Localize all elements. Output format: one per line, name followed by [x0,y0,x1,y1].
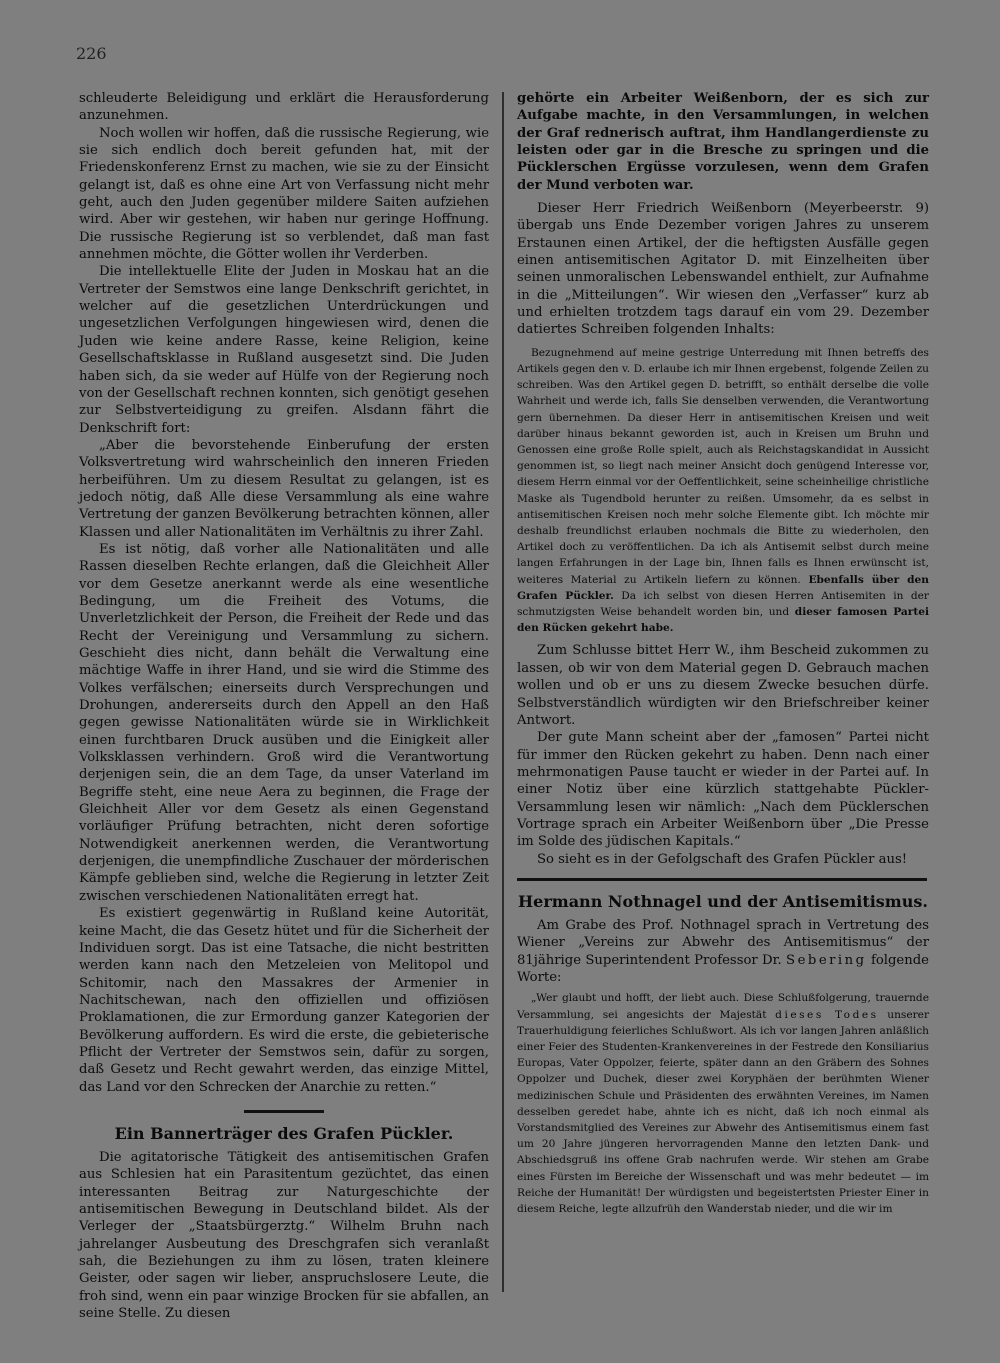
right-article-body-2 [517,642,929,867]
page-number: 226 [76,44,107,63]
quote-paragraph: Es ist nötig, daß vorher alle Nationalitäten und alle Rassen dieselben Rechte erlangen, daß die Gleichheit Aller vor dem Gesetze anerkannt werde als eine wesentliche Bedingung, um die Freiheit des Votums, die Unverletzlichkeit der Person, die Freiheit der Rede und das Recht der Vereinigung und Versammlung zu sichern. Geschieht dies nicht, dann behält die Verwaltung eine mächtige Waffe in ihrer Hand, und sie wird die Stimme des Volkes verfälschen; einerseits durch Versprechungen und Drohungen, andererseits durch den Appell an den Haß gegen gewisse Nationalitäten würde sie in Wirklichkeit einen furchtbaren Druck ausüben und die Einigkeit aller Volksklassen verhindern. Groß wird die Verantwortung derjenigen sein, die an dem Tage, da unser Vaterland im Begriffe steht, eine neue Aera zu beginnen, die Frage der Gleichheit Aller vor dem Gesetz als einen Gegenstand vorläufiger Prüfung betrachten, nicht deren sofortige Notwendigkeit anerkennen werden, die Verantwortung derjenigen, die unempfindliche Zuschauer der mörderischen Kämpfe geblieben sind, welche die Regierung in letzter Zeit zwischen verschiedenen Nationalitäten erregt hat. [79,541,489,904]
quote-paragraph: Es existiert gegenwärtig in Rußland keine Autorität, keine Macht, die das Gesetz hütet und für die Sicherheit der Individuen sorgt. Das ist eine Tatsache, die nicht bestritten werden kann nach den Metzeleien von Melitopol und Schitomir, nach den Massakres der Armenier in Nachitschewan, nach den offiziellen und offiziösen Proklamationen, die zur Ermordung ganzer Kategorien der Bevölkerung auffordern. Es wird die erste, die gebieterische Pflicht der Vertreter der Semstwos sein, dafür zu sorgen, daß Gesetz und Recht gewahrt werden, das einzige Mittel, das Land vor den Schrecken der Anarchie zu retten.“ [79,906,489,1095]
paragraph: Die intellektuelle Elite der Juden in Moskau hat an die Vertreter der Semstwos eine lange Denkschrift gerichtet, in welcher auf die gesetzlichen Unterdrückungen und ungesetzlichen Verfolgungen hingewiesen wird, denen die Juden wie keine andere Rasse, keine Religion, keine Gesellschaftsklasse in Rußland ausgesetzt sind. Die Juden haben sich, da sie weder auf Hülfe von der Regierung noch von der Gesellschaft rechnen konnten, sich genötigt gesehen zur Selbstverteidigung zu greifen. Alsdann fährt die Denkschrift fort: [79,264,489,436]
letter-rest: Da ich selbst von diesen Herren Antisemiten in der schmutzigsten Weise behandelt worden bin, und [517,589,929,619]
paragraph: Der gute Mann scheint aber der „famosen“ Partei nicht für immer den Rücken gekehrt zu haben. Denn nach einer mehrmonatigen Pause taucht er wieder in der Partei auf. In einer Notiz über eine kürzlich stattgehabte Pückler-Versammlung lesen wir nämlich: „Nach dem Pücklerschen Vortrage sprach ein Arbeiter Weißenborn über „Die Presse im Solde des jüdischen Kapitals.“ [517,730,929,850]
letter-bold: Ebenfalls über den Grafen Pückler. [517,573,929,602]
letter-bold: dieser famosen Partei den Rücken gekehrt habe. [517,606,929,635]
paragraph: Dieser Herr Friedrich Weißenborn (Meyerbeerstr. 9) übergab uns Ende Dezember vorigen Jahres zu unserem Erstaunen einen Artikel, der die heftigsten Ausfälle gegen einen antisemitischen Agitator D. mit Einzelheiten über seinen unmoralischen Lebenswandel enthielt, zur Aufnahme in die „Mitteilungen“. Wir wiesen den „Verfasser“ kurz ab und erhielten trotzdem tags darauf ein vom 29. Dezember datiertes Schreiben folgenden Inhalts: [517,201,929,338]
speech-spaced: dieses Todes [775,1008,879,1021]
letter-text [517,345,929,637]
article-heading: Ein Bannerträger des Grafen Pückler. [114,1123,454,1143]
quoted-letter [517,345,929,637]
left-article-body [79,90,489,1096]
right-article-body [517,90,929,339]
speech-part: unserer Trauerhuldigung feierliches Schlußwort. Als ich vor langen Jahren anläßlich einer Feier des Studenten-Krankenvereines in der Festrede den Konsiliarius Europas, Vater Oppolzer, feierte, später dann an den Gräbern des Sohnes Oppolzer und Duchek, dieser zwei Koryphäen der berühmten Wiener medizinischen Schule und Präsidenten des erwähnten Vereines, im Namen desselben geredet habe, ahnte ich es nicht, daß ich noch einmal als Vorstandsmitglied des Vereines zur Abwehr des Antisemitismus einem fast um 20 Jahre jüngeren hervorragenden Manne den letzten Dank- und Abschiedsgruß ins offene Grab nachrufen werde. Wir stehen am Grabe eines Fürsten im Bereiche der Wissenschaft und was mehr bedeutet — im Reiche der Humanität! Der würdigsten und begeistertsten Priester Einer in diesem Reiche, legte allzufrüh den Wanderstab nieder, und die wir im [517,1008,930,1215]
letter-main: Bezugnehmend auf meine gestrige Unterredung mit Ihnen betreffs des Artikels gegen den v. D. erlaube ich mir Ihnen ergebenst, folgende Zeilen zu schreiben. Was den Artikel gegen D. betrifft, so enthält derselbe die volle Wahrheit und werde ich, falls Sie denselben verwenden, die Verantwortung gern übernehmen. Da dieser Herr in antisemitischen Kreisen und weit darüber hinaus bekannt geworden ist, auch in Kreisen um Bruhn und Genossen eine große Rolle spielt, auch als Reichstagskandidat in Aussicht genommen ist, so liegt nach meiner Ansicht doch genügend Interesse vor, diesem Herrn einmal vor der Oeffentlichkeit, seine scheinheilige christliche Maske als Tugendbold herunter zu reißen. Umsomehr, da es selbst in antisemitischen Kreisen noch mehr solche Elemente gibt. Ich möchte mir deshalb freundlichst erlauben nochmals die Bitte zu wiederholen, den Artikel doch zu veröffentlichen. Da ich als Antisemit selbst durch meine langen Erfahrungen in der Lage bin, Ihnen falls es Ihnen erwünscht ist, weiteres Material zu Artikeln liefern zu können. [517,346,929,586]
paragraph: Noch wollen wir hoffen, daß die russische Regierung, wie sie sich endlich doch bereit gefunden hat, mit der Friedenskonferenz Ernst zu machen, wie sie zu der Einsicht gelangt ist, daß es ohne eine Art von Verfassung nicht mehr geht, auch den Juden gegenüber mildere Saiten aufziehen wird. Aber wir gestehen, wir haben nur geringe Hoffnung. Die russische Regierung ist so verblendet, daß man fast annehmen möchte, die Götter wollen ihr Verderben. [79,125,489,263]
paragraph: Zum Schlusse bittet Herr W., ihm Bescheid zukommen zu lassen, ob wir von dem Material gegen D. Gebrauch machen wollen und ob er uns zu diesem Zwecke besuchen dürfe. Selbstverständlich würdigten wir den Briefschreiber keiner Antwort. [517,643,929,728]
person-name: Sebering [786,952,867,968]
column-divider [502,92,504,1292]
section-divider [244,1110,324,1113]
paragraph: So sieht es in der Gefolgschaft des Grafen Pückler aus! [537,851,908,867]
intro-text: folgende Worte: [517,952,929,985]
left-column [79,90,489,1322]
paragraph [517,917,929,986]
section-divider [517,878,927,881]
article-heading: Hermann Nothnagel und der Antisemitismus. [518,891,928,911]
speech-part: „Wer glaubt und hofft, der liebt auch. Diese Schlußfolgerung, trauernde Versammlung, sei angesichts der Majestät [517,992,929,1021]
left-article2-body [79,1149,489,1322]
right-article2-body [517,917,929,986]
speech-text [517,990,929,1217]
paragraph: gehörte ein Arbeiter Weißenborn, der es sich zur Aufgabe machte, in den Versammlungen, in welchen der Graf rednerisch auftrat, ihm Handlangerdienste zu leisten oder gar in die Bresche zu springen und die Pücklerschen Ergüsse vorzulesen, wenn dem Grafen der Mund verboten war. [517,91,929,193]
quote-paragraph: „Aber die bevorstehende Einberufung der ersten Volksvertretung wird wahrscheinlich den inneren Frieden herbeiführen. Um zu diesem Resultat zu gelangen, ist es jedoch nötig, daß Alle diese Versammlung als eine wahre Vertretung der ganzen Bevölkerung betrachten können, aller Klassen und aller Nationalitäten im Verhältnis zu ihrer Zahl. [79,437,489,540]
paragraph: schleuderte Beleidigung und erklärt die Herausforderung anzunehmen. [79,91,489,124]
intro-text: Am Grabe des Prof. Nothnagel sprach in Vertretung des Wiener „Vereins zur Abwehr des Antisemitismus“ der 81jährige Superintendent Professor Dr. [517,917,929,968]
right-column [517,90,929,1217]
speech-quote [517,990,929,1217]
paragraph: Die agitatorische Tätigkeit des antisemitischen Grafen aus Schlesien hat ein Parasitentum gezüchtet, das einen interessanten Beitrag zur Naturgeschichte der antisemitischen Bewegung in Deutschland bildet. Als der Verleger der „Staatsbürgerztg.“ Wilhelm Bruhn nach jahrelanger Ausbeutung des Dreschgrafen sich veranlaßt sah, die Beziehungen zu ihm zu lösen, traten kleinere Geister, oder sagen wir lieber, anspruchslosere Leute, die froh sind, wenn ein paar winzige Brocken für sie abfallen, an seine Stelle. Zu diesen [79,1149,489,1322]
